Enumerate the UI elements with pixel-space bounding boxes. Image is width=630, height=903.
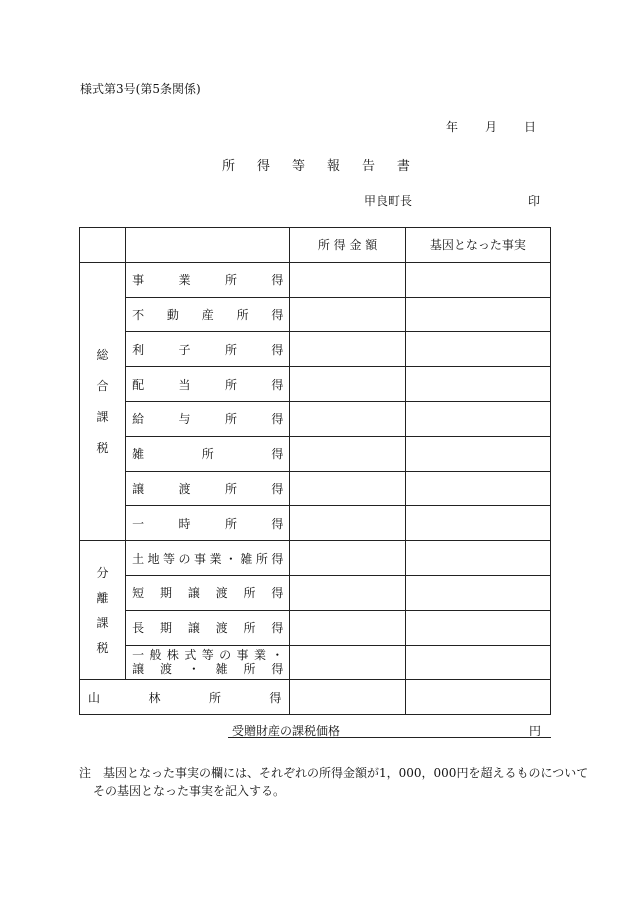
title-char: 報 bbox=[326, 159, 340, 174]
table-row bbox=[80, 262, 551, 297]
fact-field[interactable] bbox=[405, 436, 550, 471]
addressee: 甲良町長 bbox=[364, 194, 413, 208]
gift-valuation-unit: 円 bbox=[529, 724, 542, 738]
amount-field[interactable] bbox=[290, 332, 405, 367]
table-row bbox=[80, 575, 551, 610]
fact-field[interactable] bbox=[405, 262, 550, 297]
document-title bbox=[222, 155, 410, 174]
item-interest-income: 利 子 所 得 bbox=[126, 332, 290, 367]
fact-field[interactable] bbox=[405, 471, 550, 506]
item-miscellaneous-income: 雑 所 得 bbox=[126, 436, 290, 471]
fact-field[interactable] bbox=[405, 367, 550, 402]
date-row bbox=[446, 118, 536, 135]
title-char: 等 bbox=[291, 159, 305, 174]
category-char: 税 bbox=[96, 441, 109, 456]
item-business-income: 事 業 所 得 bbox=[126, 262, 290, 297]
item-short-term-transfer-income: 短 期 譲 渡 所 得 bbox=[126, 575, 290, 610]
seal-mark: 印 bbox=[528, 194, 541, 208]
table-row bbox=[80, 610, 551, 645]
amount-field[interactable] bbox=[290, 645, 405, 680]
table-row bbox=[80, 471, 551, 506]
category-char: 総 bbox=[96, 348, 109, 363]
category-char: 離 bbox=[96, 591, 109, 606]
fact-field[interactable] bbox=[405, 506, 550, 541]
fact-field[interactable] bbox=[405, 680, 550, 715]
item-dividend-income: 配 当 所 得 bbox=[126, 367, 290, 402]
note-line-1: 注 基因となった事実の欄には、それぞれの所得金額が1，000，000円を超えるものについて bbox=[79, 766, 589, 780]
item-occasional-income: 一 時 所 得 bbox=[126, 506, 290, 541]
fact-field[interactable] bbox=[405, 297, 550, 332]
category-char: 課 bbox=[96, 616, 109, 631]
title-char: 得 bbox=[256, 159, 270, 174]
category-char: 分 bbox=[96, 566, 109, 581]
category-general-taxation bbox=[80, 262, 126, 540]
fact-field[interactable] bbox=[405, 401, 550, 436]
gift-valuation-label: 受贈財産の課税価格 bbox=[232, 724, 341, 738]
amount-field[interactable] bbox=[290, 297, 405, 332]
income-report-table bbox=[79, 227, 551, 715]
header-row bbox=[80, 228, 551, 263]
item-land-business-misc-income: 土 地 等 の 事 業 ・ 雑 所 得 bbox=[126, 541, 290, 576]
table-row bbox=[80, 645, 551, 680]
fact-field[interactable] bbox=[405, 645, 550, 680]
table-row bbox=[80, 367, 551, 402]
form-number: 様式第3号(第5条関係) bbox=[80, 82, 201, 96]
fact-field[interactable] bbox=[405, 332, 550, 367]
header-amount: 所 得 金 額 bbox=[290, 228, 405, 263]
category-char: 税 bbox=[96, 641, 109, 656]
item-forest-income: 山 林 所 得 bbox=[80, 680, 290, 715]
header-blank-category bbox=[80, 228, 126, 263]
amount-field[interactable] bbox=[290, 680, 405, 715]
title-char: 告 bbox=[361, 159, 375, 174]
amount-field[interactable] bbox=[290, 401, 405, 436]
amount-field[interactable] bbox=[290, 575, 405, 610]
fact-field[interactable] bbox=[405, 610, 550, 645]
header-fact: 基因となった事実 bbox=[405, 228, 550, 263]
category-separate-taxation bbox=[80, 541, 126, 680]
date-day: 日 bbox=[523, 120, 536, 134]
date-year: 年 bbox=[446, 120, 459, 134]
amount-field[interactable] bbox=[290, 436, 405, 471]
fact-field[interactable] bbox=[405, 575, 550, 610]
table-row bbox=[80, 297, 551, 332]
note-line-2: その基因となった事実を記入する。 bbox=[93, 784, 286, 798]
gift-valuation-field[interactable] bbox=[228, 737, 551, 738]
table-row bbox=[80, 332, 551, 367]
header-blank-item bbox=[126, 228, 290, 263]
table-row bbox=[80, 680, 551, 715]
table-row bbox=[80, 401, 551, 436]
item-general-stock-income: 一 般 株 式 等 の 事 業 ・ 譲 渡 ・ 雑 所 得 bbox=[126, 645, 290, 680]
item-long-term-transfer-income: 長 期 譲 渡 所 得 bbox=[126, 610, 290, 645]
category-char: 課 bbox=[96, 410, 109, 425]
table-row bbox=[80, 436, 551, 471]
category-char: 合 bbox=[96, 379, 109, 394]
item-real-estate-income: 不 動 産 所 得 bbox=[126, 297, 290, 332]
title-char: 書 bbox=[396, 159, 410, 174]
fact-field[interactable] bbox=[405, 541, 550, 576]
amount-field[interactable] bbox=[290, 541, 405, 576]
item-transfer-income: 譲 渡 所 得 bbox=[126, 471, 290, 506]
date-month: 月 bbox=[484, 120, 497, 134]
amount-field[interactable] bbox=[290, 262, 405, 297]
table-row bbox=[80, 541, 551, 576]
item-salary-income: 給 与 所 得 bbox=[126, 401, 290, 436]
amount-field[interactable] bbox=[290, 610, 405, 645]
table-row bbox=[80, 506, 551, 541]
amount-field[interactable] bbox=[290, 471, 405, 506]
title-char: 所 bbox=[222, 159, 236, 174]
amount-field[interactable] bbox=[290, 506, 405, 541]
amount-field[interactable] bbox=[290, 367, 405, 402]
